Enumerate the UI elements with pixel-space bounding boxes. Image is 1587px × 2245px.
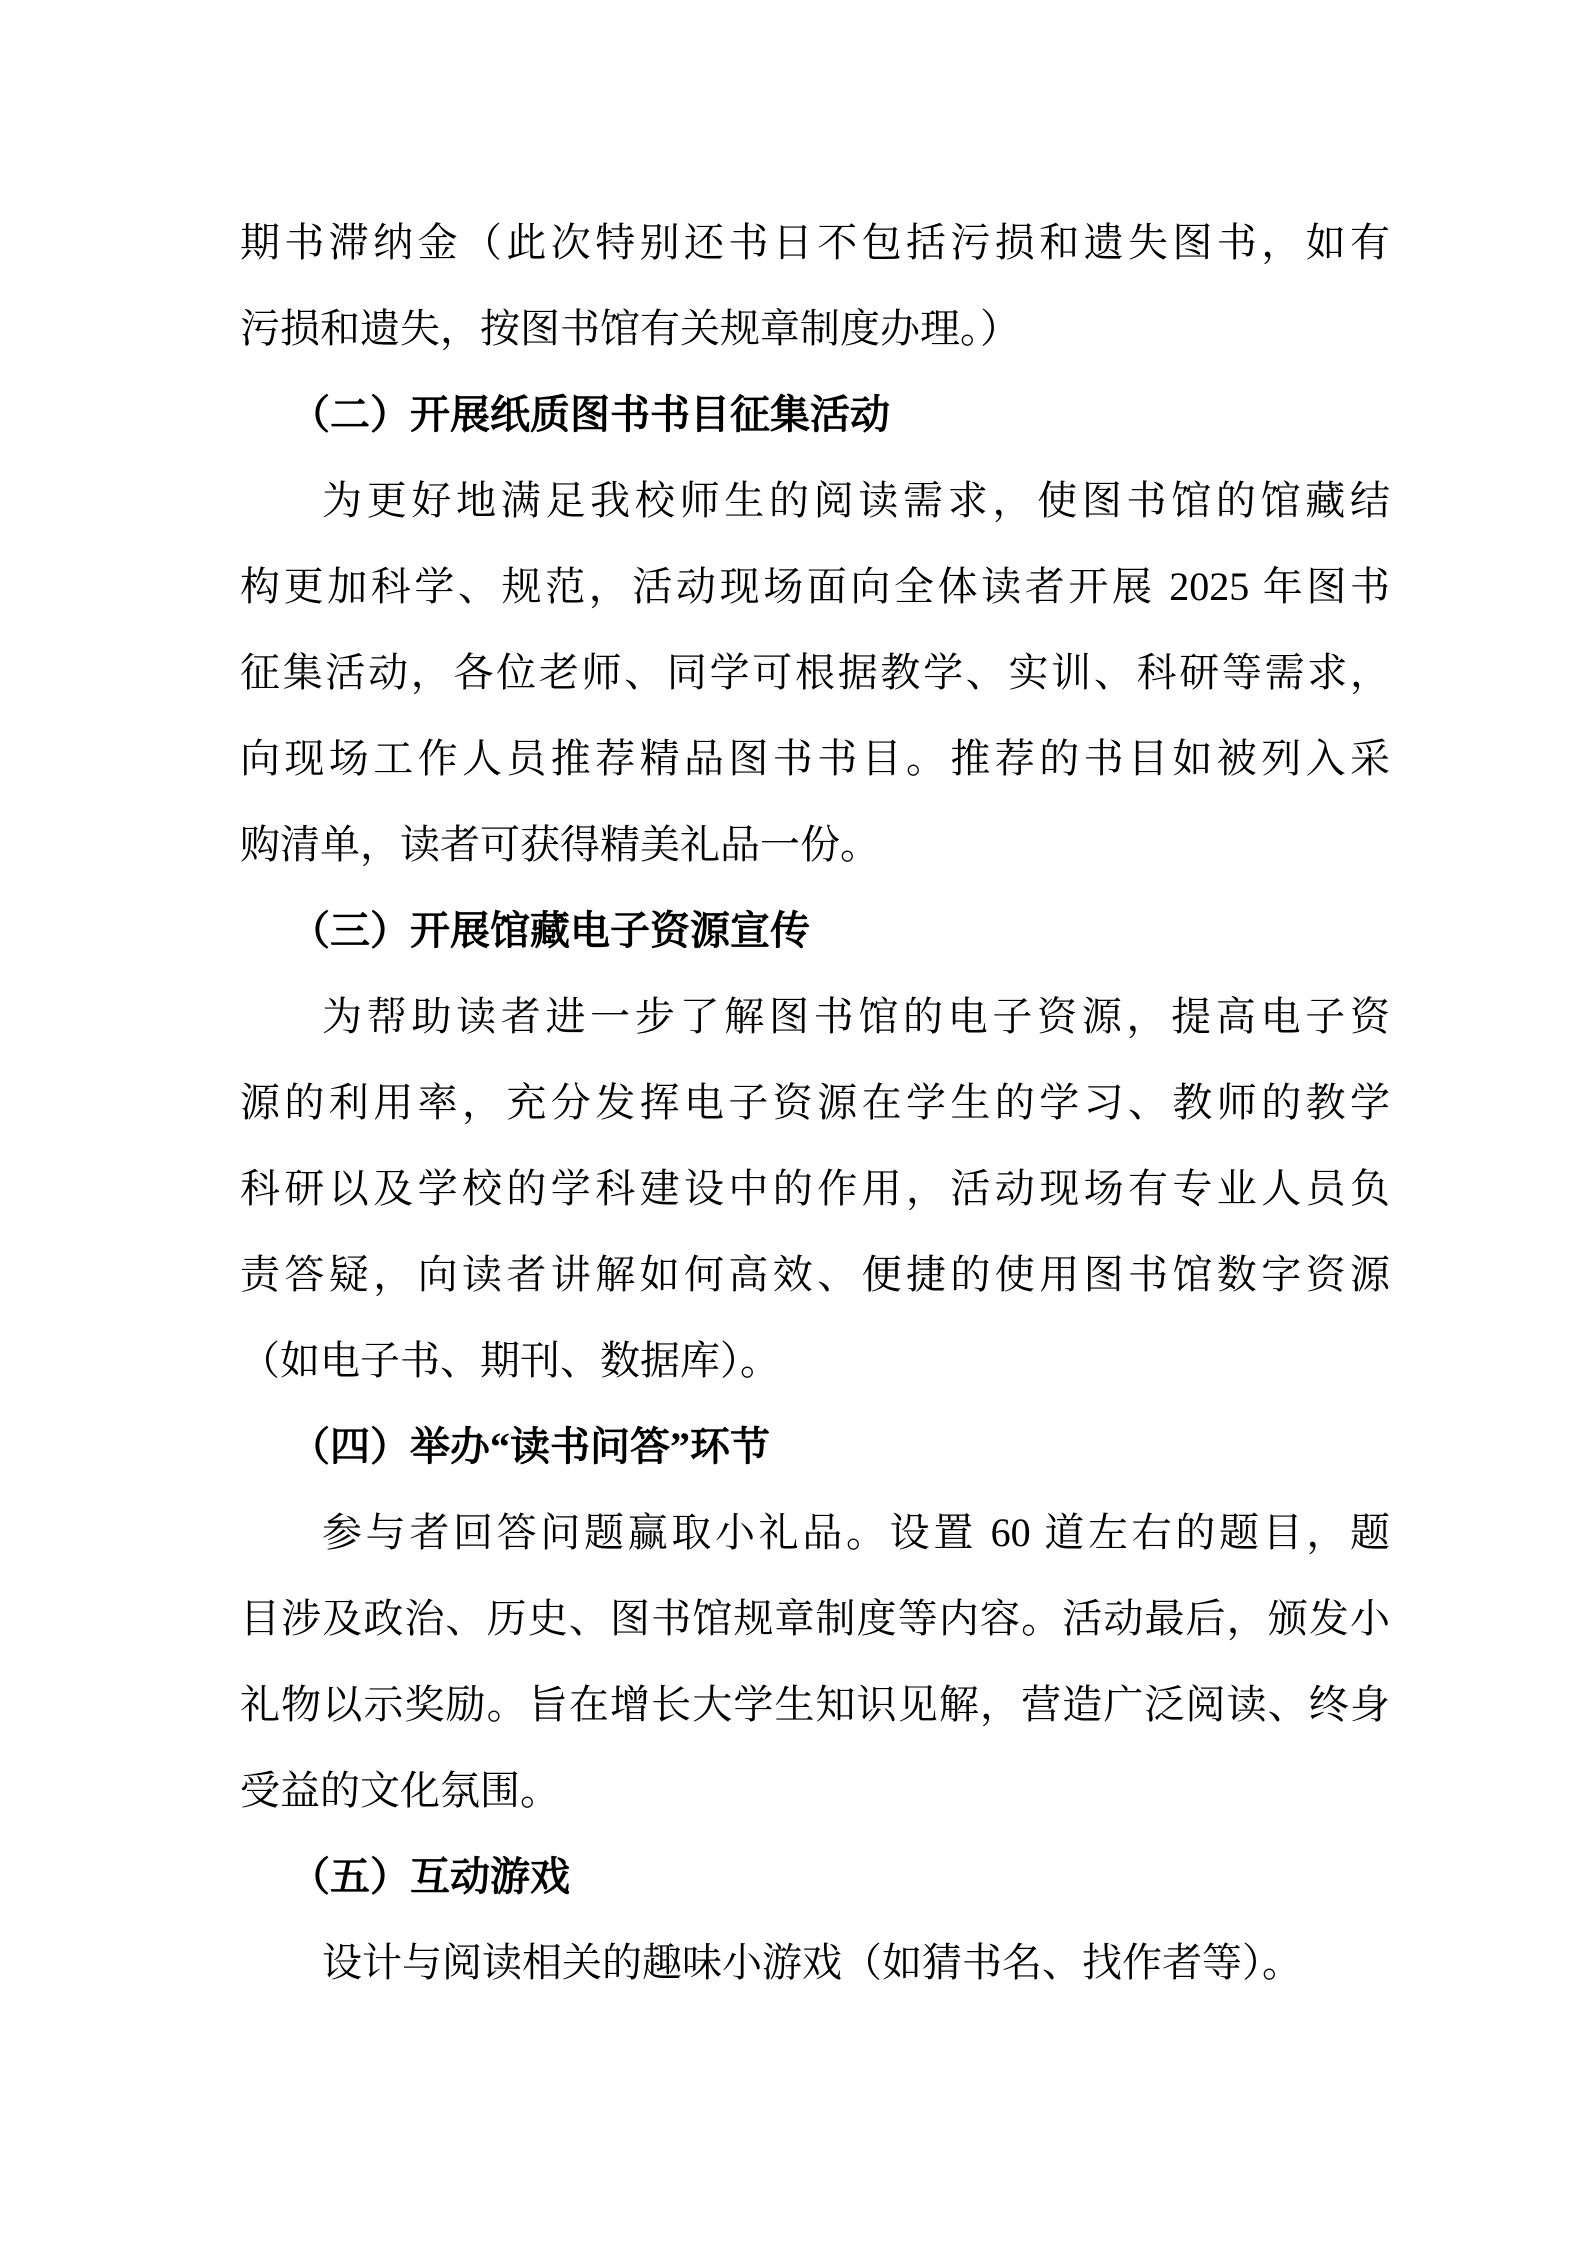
text-line: 源的利用率，充分发挥电子资源在学生的学习、教师的教学: [240, 1080, 1390, 1125]
text-line: （如电子书、期刊、数据库）。: [240, 1338, 780, 1383]
text-line: 受益的文化氛围。: [240, 1768, 560, 1813]
section-heading: （三）开展馆藏电子资源宣传: [290, 908, 810, 953]
text-line: 构更加科学、规范，活动现场面向全体读者开展 2025 年图书: [240, 564, 1390, 609]
text-line: 责答疑，向读者讲解如何高效、便捷的使用图书馆数字资源: [240, 1252, 1390, 1297]
text-line: 礼物以示奖励。旨在增长大学生知识见解，营造广泛阅读、终身: [240, 1682, 1390, 1727]
text-line: 目涉及政治、历史、图书馆规章制度等内容。活动最后，颁发小: [240, 1596, 1390, 1641]
text-line: 参与者回答问题赢取小礼品。设置 60 道左右的题目，题: [322, 1510, 1390, 1555]
text-line: 购清单，读者可获得精美礼品一份。: [240, 822, 880, 867]
text-line: 污损和遗失，按图书馆有关规章制度办理。）: [240, 306, 1020, 351]
text-line: 为帮助读者进一步了解图书馆的电子资源，提高电子资: [322, 994, 1390, 1039]
text-line: 设计与阅读相关的趣味小游戏（如猜书名、找作者等）。: [322, 1940, 1302, 1985]
text-line: 期书滞纳金（此次特别还书日不包括污损和遗失图书，如有: [240, 220, 1390, 265]
section-heading: （四）举办“读书问答”环节: [290, 1424, 770, 1469]
section-heading: （五）互动游戏: [290, 1854, 570, 1899]
section-heading: （二）开展纸质图书书目征集活动: [290, 392, 890, 437]
text-line: 科研以及学校的学科建设中的作用，活动现场有专业人员负: [240, 1166, 1390, 1211]
text-line: 为更好地满足我校师生的阅读需求，使图书馆的馆藏结: [322, 478, 1390, 523]
text-line: 征集活动，各位老师、同学可根据教学、实训、科研等需求，: [240, 650, 1390, 695]
page-text: [240, 200, 1390, 2006]
text-line: 向现场工作人员推荐精品图书书目。推荐的书目如被列入采: [240, 736, 1390, 781]
